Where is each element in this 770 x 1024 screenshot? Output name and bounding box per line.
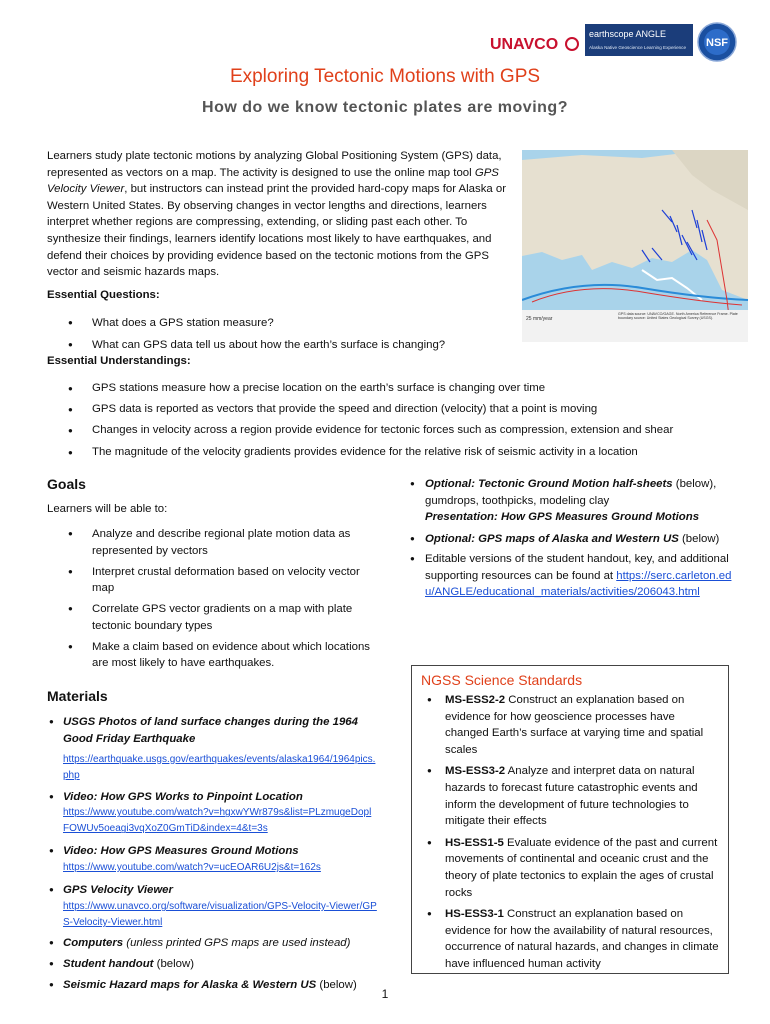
goals-intro: Learners will be able to: [47, 503, 168, 515]
list-item: ● What does a GPS station measure? [47, 312, 527, 334]
seismic-hazard-maps-label: Seismic Hazard maps for Alaska & Western US [63, 978, 317, 991]
essential-questions-heading: Essential Questions: [47, 289, 160, 301]
essential-understandings-heading: Essential Understandings: [47, 355, 191, 367]
list-item: ● The magnitude of the velocity gradients provides evidence for the relative risk of seismic activity in a location [47, 442, 737, 463]
ngss-standards-list [421, 692, 721, 978]
list-item: ● Analyze and describe regional plate motion data as represented by vectors [47, 526, 377, 559]
list-item [47, 714, 377, 784]
page-subtitle: How do we know tectonic plates are moving? [202, 99, 568, 116]
serc-resources-link[interactable]: https://serc.carleton.edu/ANGLE/educational_materials/activities/206043.html [425, 569, 732, 598]
intro-paragraph: Learners study plate tectonic motions by analyzing Global Positioning System (GPS) data, represented as vectors on a map. The activity is designed to use the online map tool GPS Velocity Viewer, but instructors can instead print the provided hard-copy maps for Alaska or Western United States. By observing changes in vector lengths and directions, learners interpret whether regions are compressing, extending, or sliding past each other. To synthesize their findings, learners identify locations most likely to have earthquakes, and defend their choices by providing evidence based on the tectonic motions from the GPS vector and seismic hazards maps. [47, 150, 507, 279]
gps-velocity-viewer-label: GPS Velocity Viewer [63, 884, 173, 897]
angle-logo-title: earthscope ANGLE [589, 29, 667, 39]
gps-velocity-map [522, 150, 748, 342]
list-item: ● Computers (unless printed GPS maps are used instead) [47, 935, 377, 952]
list-item: ● HS-ESS1-5 Evaluate evidence of the past and current movements of continental and oceanic crust and the theory of plate tectonics to explain the ages of crustal rocks [421, 835, 721, 901]
list-item: ● GPS data is reported as vectors that provide the speed and direction (velocity) that a point is moving [47, 399, 737, 420]
usgs-photos-link[interactable]: https://earthquake.usgs.gov/earthquakes/events/alaska1964/1964pics.php [63, 753, 376, 781]
goals-list [47, 526, 377, 676]
list-item: ● Editable versions of the student handout, key, and additional supporting resources can be found at https://serc.carleton.edu/ANGLE/educational_materials/activities/206043.html [405, 551, 735, 601]
list-item: ● Changes in velocity across a region provide evidence for tectonic forces such as compression, extension and shear [47, 420, 737, 441]
angle-logo [585, 24, 693, 56]
video-ground-motions-label: Video: How GPS Measures Ground Motions [63, 845, 299, 858]
optional-materials-list [405, 476, 735, 601]
page-number: 1 [381, 987, 389, 1001]
intro-emphasis: GPS Velocity Viewer [47, 166, 499, 196]
video-gps-location-label: Video: How GPS Works to Pinpoint Location [63, 790, 303, 803]
nsf-logo-text: NSF [706, 37, 728, 49]
list-item: ● Seismic Hazard maps for Alaska & Western US (below) [47, 977, 377, 994]
gps-velocity-viewer-link[interactable]: https://www.unavco.org/software/visualization/GPS-Velocity-Viewer/GPS-Velocity-Viewer.html [63, 900, 377, 928]
presentation-label: Presentation: How GPS Measures Ground Motions [425, 511, 700, 523]
standard-code: HS-ESS1-5 [445, 836, 504, 849]
list-item [47, 882, 377, 931]
materials-list [47, 714, 377, 993]
list-item: ● Interpret crustal deformation based on velocity vector map [47, 564, 377, 597]
standard-code: MS-ESS3-2 [445, 765, 506, 778]
list-item: ● Student handout (below) [47, 956, 377, 973]
video-gps-location-link[interactable]: https://www.youtube.com/watch?v=hgxwYWr879s&list=PLzmugeDoplFOWUv5oeagi3vqXoZ0GmTiD&index=4&t=3s [63, 807, 372, 835]
student-handout-label: Student handout [63, 957, 154, 970]
ngss-heading: NGSS Science Standards [421, 672, 583, 688]
essential-questions-list [47, 312, 527, 356]
essential-understandings-list [47, 378, 737, 463]
list-item: ● Optional: GPS maps of Alaska and Western US (below) [405, 531, 735, 548]
list-item: ● Make a claim based on evidence about which locations are most likely to have earthquakes. [47, 639, 377, 672]
usgs-photos-label: USGS Photos of land surface changes during the 1964 Good Friday Earthquake [63, 716, 358, 745]
list-item: ● HS-ESS3-1 Construct an explanation based on evidence for how the availability of natural resources, occurrence of natural hazards, and changes in climate have influenced human activity [421, 906, 721, 972]
optional-half-sheets: Optional: Tectonic Ground Motion half-sheets [425, 478, 673, 490]
optional-gps-maps: Optional: GPS maps of Alaska and Western US [425, 532, 679, 545]
list-item: ● GPS stations measure how a precise location on the earth’s surface is changing over time [47, 378, 737, 399]
page-title: Exploring Tectonic Motions with GPS [229, 66, 541, 87]
unavco-logo-text: UNAVCO [490, 36, 559, 53]
list-item: ● What can GPS data tell us about how the earth’s surface is changing? [47, 334, 527, 356]
standard-code: MS-ESS2-2 [445, 694, 506, 706]
unavco-logo [490, 30, 580, 56]
list-item: ● Correlate GPS vector gradients on a map with plate tectonic boundary types [47, 601, 377, 634]
list-item: ● MS-ESS3-2 Analyze and interpret data on natural hazards to forecast future catastrophic events and inform the development of future technologies to mitigate their effects [421, 763, 721, 829]
nsf-logo [697, 22, 737, 62]
map-caption: GPS data source: UNAVCO/GAGE. North America Reference Frame. Plate boundary source: United States Geological Survey (USGS). [618, 312, 738, 321]
goals-heading: Goals [47, 476, 86, 492]
standard-code: HS-ESS3-1 [445, 908, 504, 921]
angle-logo-subtitle: Alaska Native Geoscience Learning Experience [589, 45, 687, 50]
materials-heading: Materials [47, 688, 108, 704]
list-item: ● Optional: Tectonic Ground Motion half-sheets (below), gumdrops, toothpicks, modeling clay Presentation: How GPS Measures Ground Motions [405, 476, 735, 526]
video-ground-motions-link[interactable]: https://www.youtube.com/watch?v=ucEOAR6U2js&t=162s [63, 862, 321, 874]
list-item: ● MS-ESS2-2 Construct an explanation based on evidence for how geoscience processes have changed Earth’s surface at varying time and spatial scales [421, 692, 721, 758]
computers-label: Computers [63, 936, 124, 949]
list-item [47, 789, 377, 838]
map-scale-label: 25 mm/year [526, 316, 553, 322]
list-item [47, 843, 377, 876]
